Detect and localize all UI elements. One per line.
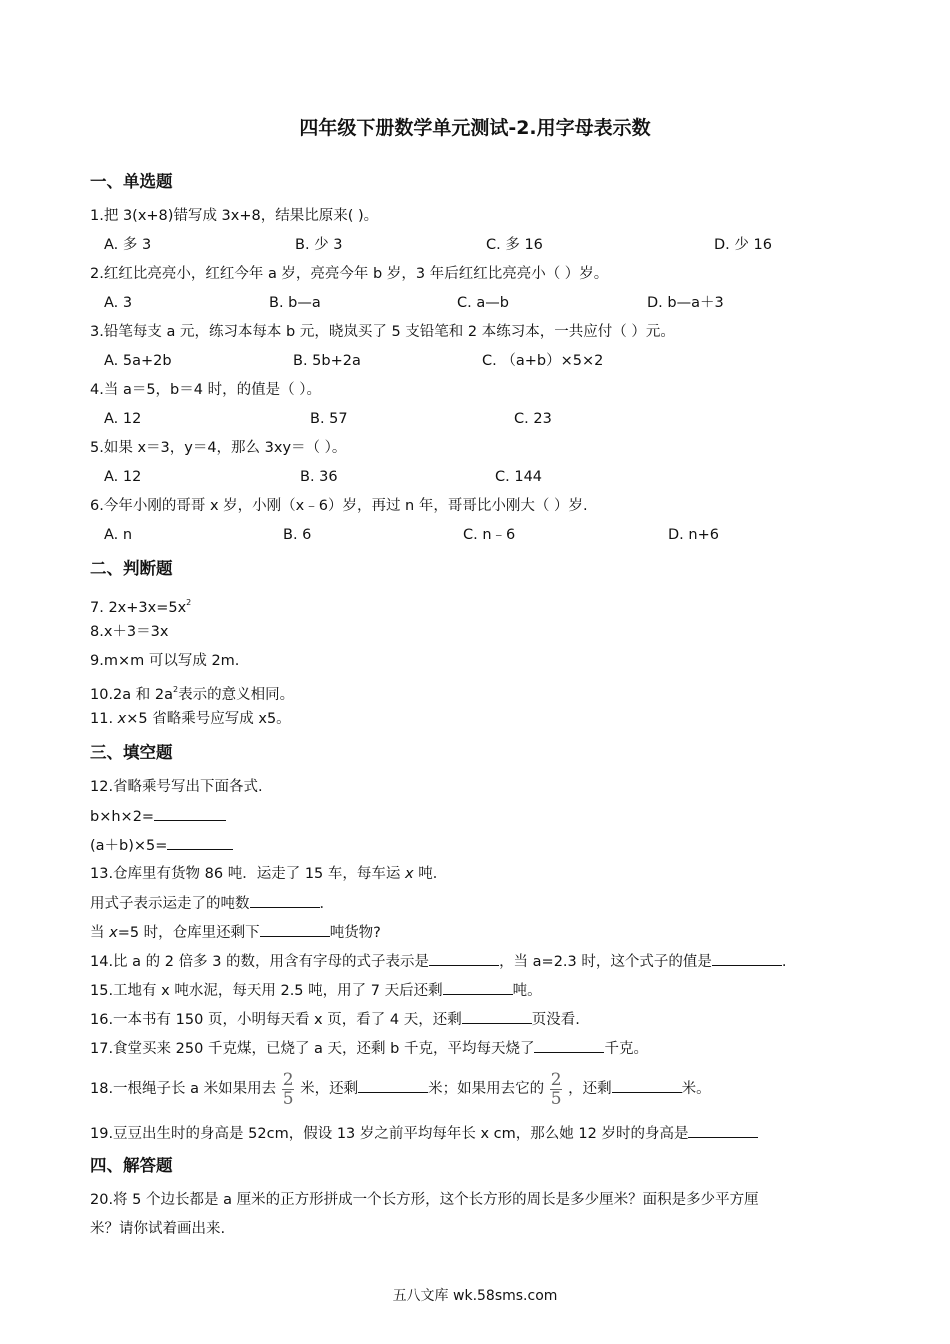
question-19: 19.豆豆出生时的身高是 52cm，假设 13 岁之前平均每年长 x cm，那么她 12 岁时的身高是 <box>90 1123 758 1144</box>
question-5-options <box>104 467 864 487</box>
question-12-stem: 12.省略乘号写出下面各式. <box>90 779 263 795</box>
option-c[interactable]: C. （a+b）×5×2 <box>482 353 604 369</box>
question-12-line-1: b×h×2= <box>90 806 226 827</box>
question-4-options <box>104 409 864 429</box>
answer-blank[interactable] <box>250 893 320 908</box>
option-a[interactable]: A. 12 <box>104 411 142 427</box>
option-d[interactable]: D. 少 16 <box>714 237 772 253</box>
question-9: 9.m×m 可以写成 2m. <box>90 653 240 669</box>
option-c[interactable]: C. 23 <box>514 411 552 427</box>
answer-blank[interactable] <box>429 951 499 966</box>
question-11: 11. x×5 省略乘号应写成 x5。 <box>90 711 291 727</box>
question-3-stem: 3.铅笔每支 a 元，练习本每本 b 元，晓岚买了 5 支铅笔和 2 本练习本，一共应付（ ）元。 <box>90 324 675 340</box>
question-6-stem: 6.今年小刚的哥哥 x 岁，小刚（x﹣6）岁，再过 n 年，哥哥比小刚大（ ）岁. <box>90 498 588 514</box>
question-14: 14.比 a 的 2 倍多 3 的数，用含有字母的式子表示是 ，当 a=2.3 时，这个式子的值是 . <box>90 951 786 972</box>
question-16: 16.一本书有 150 页，小明每天看 x 页，看了 4 天，还剩 页没看. <box>90 1009 580 1030</box>
option-c[interactable]: C. 144 <box>495 469 543 485</box>
option-a[interactable]: A. 12 <box>104 469 142 485</box>
section-heading-single-choice: 一、单选题 <box>90 172 173 191</box>
option-a[interactable]: A. 多 3 <box>104 237 152 253</box>
question-12-line-2: (a＋b)×5= <box>90 835 233 856</box>
option-b[interactable]: B. 36 <box>300 469 338 485</box>
option-a[interactable]: A. 3 <box>104 295 133 311</box>
option-a[interactable]: A. n <box>104 527 133 543</box>
page-title: 四年级下册数学单元测试-2.用字母表示数 <box>299 117 651 139</box>
question-1-stem: 1.把 3(x+8)错写成 3x+8，结果比原来( )。 <box>90 208 379 224</box>
section-heading-true-false: 二、判断题 <box>90 559 173 578</box>
option-b[interactable]: B. 6 <box>283 527 312 543</box>
question-2-stem: 2.红红比亮亮小，红红今年 a 岁，亮亮今年 b 岁，3 年后红红比亮亮小（ ）岁。 <box>90 266 609 282</box>
option-d[interactable]: D. b—a＋3 <box>647 295 724 311</box>
answer-blank[interactable] <box>688 1123 758 1138</box>
answer-blank[interactable] <box>260 922 330 937</box>
answer-blank[interactable] <box>612 1078 682 1093</box>
answer-blank[interactable] <box>534 1038 604 1053</box>
option-c[interactable]: C. a—b <box>457 295 509 311</box>
page-footer: 五八文库 wk.58sms.com <box>392 1288 558 1304</box>
answer-blank[interactable] <box>712 951 782 966</box>
question-20-line-2: 米？请你试着画出来. <box>90 1221 226 1237</box>
answer-blank[interactable] <box>358 1078 428 1093</box>
question-5-stem: 5.如果 x＝3，y＝4，那么 3xy＝（ ）。 <box>90 440 347 456</box>
option-c[interactable]: C. 多 16 <box>486 237 543 253</box>
question-6-options <box>104 525 864 545</box>
option-b[interactable]: B. 57 <box>310 411 348 427</box>
option-b[interactable]: B. b—a <box>269 295 321 311</box>
answer-blank[interactable] <box>462 1009 532 1024</box>
option-a[interactable]: A. 5a+2b <box>104 353 172 369</box>
answer-blank[interactable] <box>167 835 233 850</box>
question-13-line-2: 用式子表示运走了的吨数 ． <box>90 893 334 914</box>
answer-blank[interactable] <box>154 806 226 821</box>
question-20-line-1: 20.将 5 个边长都是 a 厘米的正方形拼成一个长方形，这个长方形的周长是多少厘米？面积是多少平方厘 <box>90 1192 759 1208</box>
question-17: 17.食堂买来 250 千克煤，已烧了 a 天，还剩 b 千克，平均每天烧了 千克。 <box>90 1038 648 1059</box>
question-1-options <box>104 235 864 255</box>
answer-blank[interactable] <box>443 980 513 995</box>
option-c[interactable]: C. n﹣6 <box>463 527 516 543</box>
option-b[interactable]: B. 少 3 <box>295 237 343 253</box>
question-8: 8.x＋3＝3x <box>90 624 169 640</box>
option-b[interactable]: B. 5b+2a <box>293 353 361 369</box>
question-3-options <box>104 351 864 371</box>
section-heading-fill-blank: 三、填空题 <box>90 743 173 762</box>
question-7: 7. $2x+3x=5x^2$ <box>90 598 192 616</box>
question-15: 15.工地有 x 吨水泥，每天用 2.5 吨，用了 7 天后还剩 吨。 <box>90 980 542 1001</box>
option-d[interactable]: D. n+6 <box>668 527 719 543</box>
question-10: 10.2a 和 $2a^2$表示的意义相同。 <box>90 685 295 703</box>
question-4-stem: 4.当 a＝5，b＝4 时，的值是（ ）。 <box>90 382 321 398</box>
fraction-two-fifths: $\frac{2}{5}$ <box>550 1069 562 1109</box>
question-13-line-3: 当 x=5 时，仓库里还剩下 吨货物? <box>90 922 381 943</box>
question-18: 18.一根绳子长 a 米如果用去 $\frac{2}{5}$ 米，还剩 米；如果用去它的 $\frac{2}{5}$ ，还剩 米。 <box>90 1069 711 1109</box>
question-13-stem: 13.仓库里有货物 86 吨．运走了 15 车，每车运 x 吨． <box>90 866 448 882</box>
fraction-two-fifths: $\frac{2}{5}$ <box>282 1069 294 1109</box>
question-2-options <box>104 293 864 313</box>
section-heading-solve: 四、解答题 <box>90 1156 173 1175</box>
